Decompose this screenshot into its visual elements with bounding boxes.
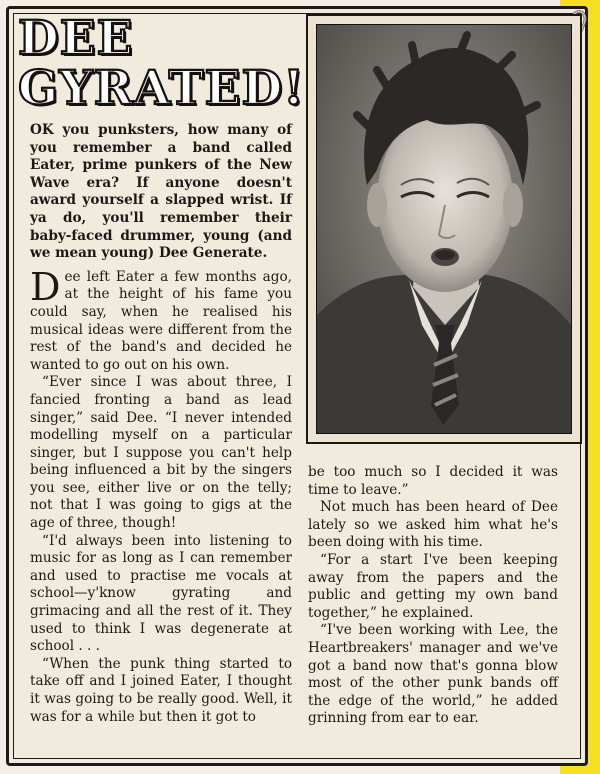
dee-generate-photo (316, 24, 572, 434)
drop-cap: D (30, 264, 61, 309)
article-right-column (308, 464, 558, 728)
article-paragraph-3: “I'd always been into listening to music for as long as I can remember and used to practise me vocals at school—y'know gyrating and grimacing and all the rest of it. They used to think I was degenerate at school . . . (30, 532, 292, 655)
photo-frame (306, 14, 582, 444)
article-paragraph-6: Not much has been heard of Dee lately so we asked him what he's been doing with his time. (308, 499, 558, 551)
article-paragraph-4: “When the punk thing started to take off and I joined Eater, I thought it was going to be really good. Well, it was for a while but then it got to (30, 655, 292, 725)
article-paragraph-5: be too much so I decided it was time to leave.” (308, 464, 558, 498)
paragraph-1-text: ee left Eater a few months ago, at the height of his fame you could say, when he realised his musical ideas were different from the rest of the band's and decided he wanted to go out on his own. (30, 268, 292, 373)
article-paragraph-8: “I've been working with Lee, the Heartbreakers' manager and we've got a band now that's gonna blow most of the other punk bands off the edge of the world,” he added grinning from ear to ear. (308, 622, 558, 727)
article-paragraph-1 (30, 264, 292, 375)
article-left-column (30, 122, 292, 726)
article-intro: OK you punksters, how many of you remember a band called Eater, prime punkers of the New Wave era? If anyone doesn't award yourself a slapped wrist. If ya do, you'll remember their baby-faced drummer, young (and we mean young) Dee Generate. (30, 122, 292, 262)
article-paragraph-7: “For a start I've been keeping away from the papers and the public and getting my own band together,” he explained. (308, 551, 558, 621)
article-paragraph-2: “Ever since I was about three, I fancied fronting a band as lead singer,” said Dee. “I never intended modelling myself on a particular singer, but I suppose you can't help being influenced a bit by the singers you see, either live or on the telly; not that I was going to gigs at the age of three, though! (30, 374, 292, 532)
article-headline: DEE GYRATED! (18, 11, 305, 116)
